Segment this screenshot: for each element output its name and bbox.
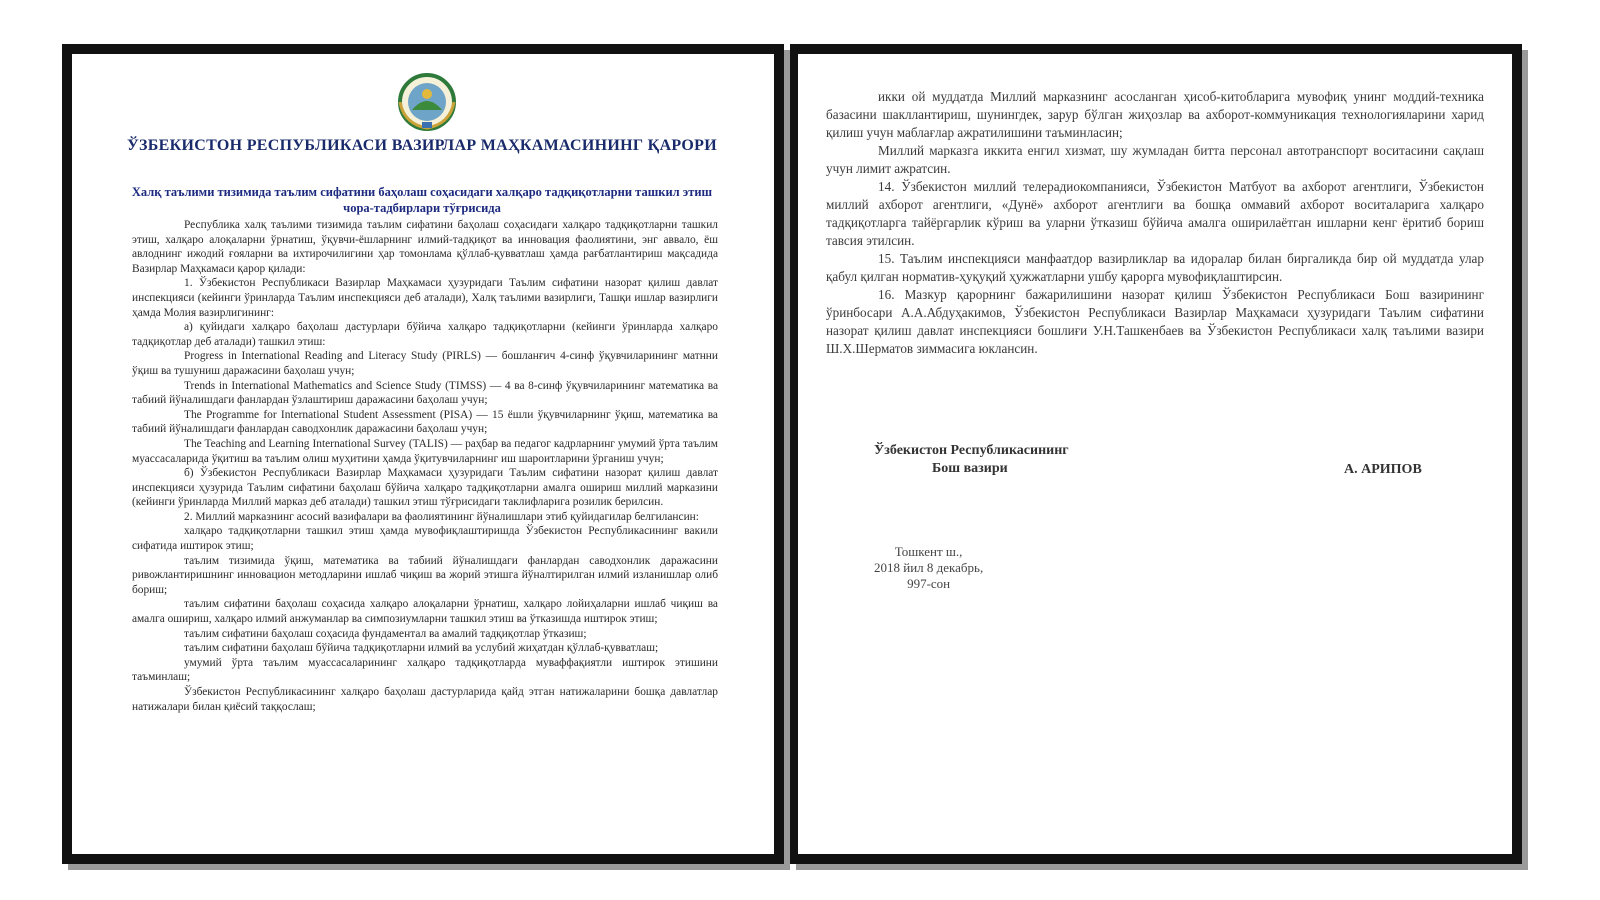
- date: 2018 йил 8 декабрь,: [874, 560, 984, 575]
- place-date-block: [874, 544, 983, 592]
- paragraph: умумий ўрта таълим муассасаларининг халқаро тадқиқотларда муваффақиятли иштирок этишини таъминлаш;: [132, 656, 718, 684]
- paragraph: Progress in International Reading and Literacy Study (PIRLS) — бошланғич 4-синф ўқувчиларининг матнни ўқиш ва тушуниш даражасини баҳолаш учун;: [132, 350, 718, 377]
- signatory-name: А. АРИПОВ: [1344, 462, 1422, 477]
- signature-title-line2: Бош вазири: [932, 461, 1008, 476]
- document-subtitle: Халқ таълими тизимида таълим сифатини баҳолаш соҳасидаги халқаро тадқиқотларни ташкил этиш чора-тадбирлари тўғрисида: [131, 185, 713, 215]
- signature-title: [874, 442, 1069, 478]
- paragraph: The Programme for International Student Assessment (PISA) — 15 ёшли ўқувчиларнинг ўқиш, математика ва табиий йўналишдаги фанлардан саводхонлик даражасини баҳолаш учун;: [132, 408, 718, 436]
- paragraph: таълим тизимида ўқиш, математика ва табиий йўналишдаги фанлардан саводхонлик даражасини ривожлантиришнинг инновацион методларини ишлаб чиқиш ва жорий этишга йўналтирилган илмий изланишлар олиб бориш;: [132, 554, 718, 596]
- paragraph: 1. Ўзбекистон Республикаси Вазирлар Маҳкамаси ҳузуридаги Таълим сифатини назорат қилиш давлат инспекцияси (кейинги ўринларда Таълим инспекцияси деб аталади), Халқ таълими вазирлиги, Ташқи ишлар вазирлиги ҳамда Молия вазирлигининг:: [132, 277, 718, 319]
- signature-title-line1: Ўзбекистон Республикасининг: [874, 443, 1069, 458]
- paragraph: The Teaching and Learning International Survey (TALIS) — раҳбар ва педагог кадрларнинг умумий ўрта таълим муассасаларида ўқитиш ва таълим олиш муҳитини ҳамда ўқитувчиларнинг иш шароитларини ўрганиш учун;: [132, 437, 718, 465]
- paragraph: халқаро тадқиқотларни ташкил этиш ҳамда мувофиқлаштиришда Ўзбекистон Республикасининг вакили сифатида иштирок этиш;: [132, 525, 718, 553]
- paragraph: Trends in International Mathematics and Science Study (TIMSS) — 4 ва 8-синф ўқувчиларининг математика ва табиий йўналишдаги фанлардан ўзлаштириш даражасини баҳолаш учун;: [132, 379, 718, 407]
- paragraph: Республика халқ таълими тизимида таълим сифатини баҳолаш соҳасидаги халқаро тадқиқотларни ташкил этиш, халқаро алоқаларни ўрнатиш, ўқувчи-ёшларнинг илмий-тадқиқот ва инновация фаолиятини, энг аввало, ёш авлоднинг ижодий ғояларни ва ихтирочилигини ҳар томонлама қўллаб-қувватлаш ҳамда рағбатлантириш мақсадида Вазирлар Маҳкамаси қарор қилади:: [132, 219, 718, 275]
- document-body-right: [826, 88, 1484, 358]
- document-body-left: [132, 218, 718, 714]
- paragraph: б) Ўзбекистон Республикаси Вазирлар Маҳкамаси ҳузуридаги Таълим сифатини назорат қилиш давлат инспекцияси ҳузурида Таълим сифатини баҳолаш бўйича халқаро тадқиқотларни амалга ошириш миллий марказини (кейинги ўринларда Миллий марказ деб аталади) ташкил этиш тўғрисидаги таклифларига розилик берилсин.: [132, 467, 718, 509]
- document-page-right: [790, 44, 1522, 864]
- paragraph: икки ой муддатда Миллий марказнинг асосланган ҳисоб-китобларига мувофиқ унинг моддий-техника базасини шакллантириш, шунингдек, зарур бўлган жиҳозлар ва ахборот-коммуникация технологияларини харид қилиш учун маблағлар ажратилишини таъминласин;: [826, 89, 1484, 140]
- paragraph: Миллий марказга иккита енгил хизмат, шу жумладан битта персонал автотранспорт воситасини сақлаш учун лимит ажратсин.: [826, 143, 1484, 176]
- paragraph: таълим сифатини баҳолаш бўйича тадқиқотларни илмий ва услубий жиҳатдан қўллаб-қувватлаш;: [184, 642, 659, 655]
- paragraph: таълим сифатини баҳолаш соҳасида фундаментал ва амалий тадқиқотлар ўтказиш;: [184, 627, 587, 640]
- paragraph: 14. Ўзбекистон миллий телерадиокомпанияси, Ўзбекистон Матбуот ва ахборот агентлиги, Ўзбекистон миллий ахборот агентлиги, «Дунё» ахборот агентлиги ва бошқа оммавий ахборот воситаларига халқаро тадқиқотларга тайёргарлик кўриш ва уларни ўтказиш бўйича амалга оширилаётган ишларни кенг ёритиб бориш тавсия этилсин.: [826, 179, 1484, 248]
- document-title: ЎЗБЕКИСТОН РЕСПУБЛИКАСИ ВАЗИРЛАР МАҲКАМАСИНИНГ ҚАРОРИ: [127, 137, 717, 154]
- place: Тошкент ш.,: [894, 544, 963, 559]
- state-emblem-icon: [392, 72, 462, 132]
- document-page-left: [62, 44, 784, 864]
- paragraph: таълим сифатини баҳолаш соҳасида халқаро алоқаларни ўрнатиш, халқаро лойиҳаларни ишлаб чиқиш ва амалга ошириш, халқаро илмий анжуманлар ва симпозиумларни ташкил этиш ва ўтказишда иштирок этиш;: [132, 598, 718, 626]
- paragraph: 2. Миллий марказнинг асосий вазифалари ва фаолиятининг йўналишлари этиб қуйидагилар белгилансин:: [184, 510, 699, 523]
- paragraph: 16. Мазкур қарорнинг бажарилишини назорат қилиш Ўзбекистон Республикаси Бош вазирининг ўринбосари А.А.Абдуҳакимов, Ўзбекистон Республикаси Вазирлар Маҳкамаси ҳузуридаги Таълим сифатини назорат қилиш давлат инспекцияси бошлиғи У.Н.Ташкенбаев ва Ўзбекистон Республикаси халқ таълими вазири Ш.Х.Шерматов зиммасига юклансин.: [826, 287, 1484, 356]
- paragraph: 15. Таълим инспекцияси манфаатдор вазирликлар ва идоралар билан биргаликда бир ой муддатда улар қабул қилган норматив-ҳуқуқий ҳужжатларни ушбу қарорга мувофиқлаштирсин.: [826, 251, 1484, 284]
- document-number: 997-сон: [907, 576, 951, 591]
- paragraph: а) қуйидаги халқаро баҳолаш дастурлари бўйича халқаро тадқиқотларни (кейинги ўринларда халқаро тадқиқотлар деб аталади) ташкил этиш:: [132, 321, 718, 348]
- paragraph: Ўзбекистон Республикасининг халқаро баҳолаш дастурларида қайд этган натижаларини бошқа давлатлар натижалари билан қиёсий таққослаш;: [132, 686, 718, 713]
